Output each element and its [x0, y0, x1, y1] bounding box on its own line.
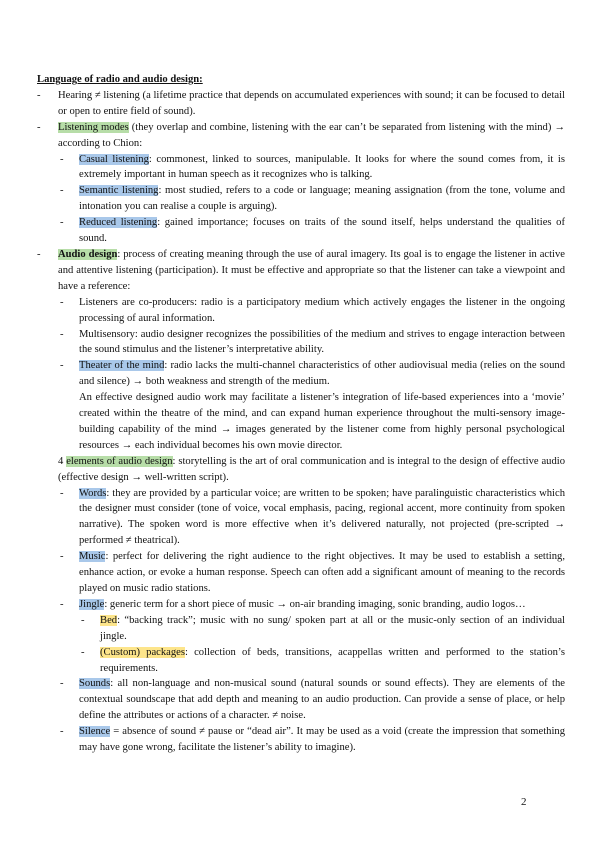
highlighted-term: Semantic listening	[79, 185, 159, 197]
list-item	[37, 327, 565, 359]
bullet-dash: -	[60, 328, 64, 340]
highlighted-term: Bed	[100, 614, 118, 626]
list-item	[37, 645, 565, 677]
highlighted-term: (Custom) packages	[100, 646, 185, 658]
bullet-dash: -	[60, 360, 64, 372]
paragraph	[37, 390, 565, 454]
highlighted-term: Silence	[79, 726, 111, 738]
bullet-dash: -	[60, 153, 64, 165]
bullet-dash: -	[60, 217, 64, 229]
item-text: : they are provided by a particular voice; are written to be spoken; have paralinguistic characteristics which the designer must consider (tone of voice, vocal emphasis, pacing, regional accent, more continuity from spoken narrative). The spoken word is more effective when it’s delivered naturally, not projected (pre-scripted → performed ≠ theatrical).	[79, 487, 565, 547]
highlighted-term: Listening modes	[58, 121, 129, 133]
highlighted-term: Theater of the mind	[79, 360, 165, 372]
highlighted-term: elements of audio design	[66, 455, 173, 467]
item-text: Multisensory: audio designer recognizes the possibilities of the medium and strives to engage interaction between the sound stimulus and the listener’s interpretative ability.	[79, 328, 565, 356]
bullet-dash: -	[60, 487, 64, 499]
highlighted-term: Reduced listening	[79, 217, 158, 229]
bullet-dash: -	[37, 121, 41, 133]
bullet-dash: -	[60, 185, 64, 197]
highlighted-term: Audio design	[58, 248, 118, 260]
bullet-dash: -	[60, 296, 64, 308]
list-item	[37, 215, 565, 247]
item-text: An effective designed audio work may facilitate a listener’s integration of life-based experiences into a ‘movie’ created within the theatre of the mind, and can expand human experience throughout the multi-sensory image-building capability of the mind → images generated by the listener come from highly personal psychological resources → each individual becomes his own movie director.	[79, 392, 565, 451]
bullet-dash: -	[37, 89, 41, 101]
bullet-dash: -	[60, 551, 64, 563]
document-page	[37, 72, 565, 756]
list-item	[37, 120, 565, 152]
bullet-dash: -	[81, 614, 85, 626]
item-text: Listeners are co-producers: radio is a participatory medium which actively engages the listener in the ongoing processing of aural information.	[79, 296, 565, 324]
bullet-dash: -	[60, 726, 64, 738]
item-text: : generic term for a short piece of music → on-air branding imaging, sonic branding, audio logos…	[104, 598, 526, 610]
item-text: Hearing ≠ listening (a lifetime practice that depends on accumulated experiences with sound; it can be focused to detail or open to entire field of sound).	[58, 89, 565, 117]
bullet-dash: -	[60, 678, 64, 690]
list-item	[37, 88, 565, 120]
item-text: (they overlap and combine, listening with the ear can’t be separated from listening with the mind) → according to Chion:	[58, 121, 565, 149]
item-text: : gained importance; focuses on traits of the sound itself, helps understand the qualities of sound.	[79, 217, 565, 245]
list-item	[37, 549, 565, 597]
highlighted-term: Sounds	[79, 678, 111, 690]
bullet-dash: -	[81, 646, 85, 658]
item-text: : radio lacks the multi-channel characteristics of other audiovisual media (relies on the sound and silence) → both weakness and strength of the medium.	[79, 360, 565, 388]
item-text: : process of creating meaning through the use of aural imagery. Its goal is to engage the listener in active and attentive listening (participation). It must be effective and appropriate so that the listener can take a viewpoint and have a reference:	[58, 248, 565, 292]
list-item	[37, 613, 565, 645]
highlighted-term: Jingle	[79, 598, 105, 610]
highlighted-term: Music	[79, 551, 106, 563]
item-text: : perfect for delivering the right audience to the right objectives. It may be used to establish a setting, enhance action, or evoke a human response. Speech can often add a significant amount of meaning to the records played on music radio stations.	[79, 551, 565, 594]
bullet-dash: -	[60, 598, 64, 610]
list-item	[37, 247, 565, 295]
item-text: : most studied, refers to a code or language; meaning assignation (from the tone, volume and intonation you can realise a couple is arguing).	[79, 185, 565, 213]
page-number: 2	[521, 796, 527, 808]
list-item	[37, 295, 565, 327]
item-text: = absence of sound ≠ pause or “dead air”. It may be used as a void (create the impression that something may have gone wrong, facilitate the listener’s ability to imagine).	[79, 726, 565, 754]
list-item	[37, 486, 565, 550]
list-item	[37, 724, 565, 756]
item-text: : collection of beds, transitions, acappellas written and performed to the station’s requirements.	[100, 646, 565, 674]
section-title: Language of radio and audio design:	[37, 74, 203, 85]
paragraph	[37, 454, 565, 486]
highlighted-term: Words	[79, 487, 107, 499]
item-prefix: 4	[58, 455, 67, 467]
item-text: : storytelling is the art of oral communication and is integral to the design of effective audio (effective design → well-written script).	[58, 455, 565, 483]
list-item	[37, 152, 565, 184]
item-text: : “backing track”; music with no sung/ spoken part at all or the music-only section of an individual jingle.	[100, 614, 565, 642]
highlighted-term: Casual listening	[79, 153, 149, 165]
bullet-dash: -	[37, 248, 41, 260]
list-item	[37, 597, 565, 613]
list-item	[37, 676, 565, 724]
item-text: : all non-language and non-musical sound (natural sounds or sound effects). They are elements of the contextual soundscape that add depth and meaning to an audio production. Can provide a sense of place, or help define the attributes or actions of a character. ≠ noise.	[79, 678, 565, 722]
list-item	[37, 183, 565, 215]
list-item	[37, 358, 565, 390]
item-text: : commonest, linked to sources, manipulable. It looks for where the sound comes from, it is extremely important in human speech as it recognizes who is talking.	[79, 153, 565, 181]
